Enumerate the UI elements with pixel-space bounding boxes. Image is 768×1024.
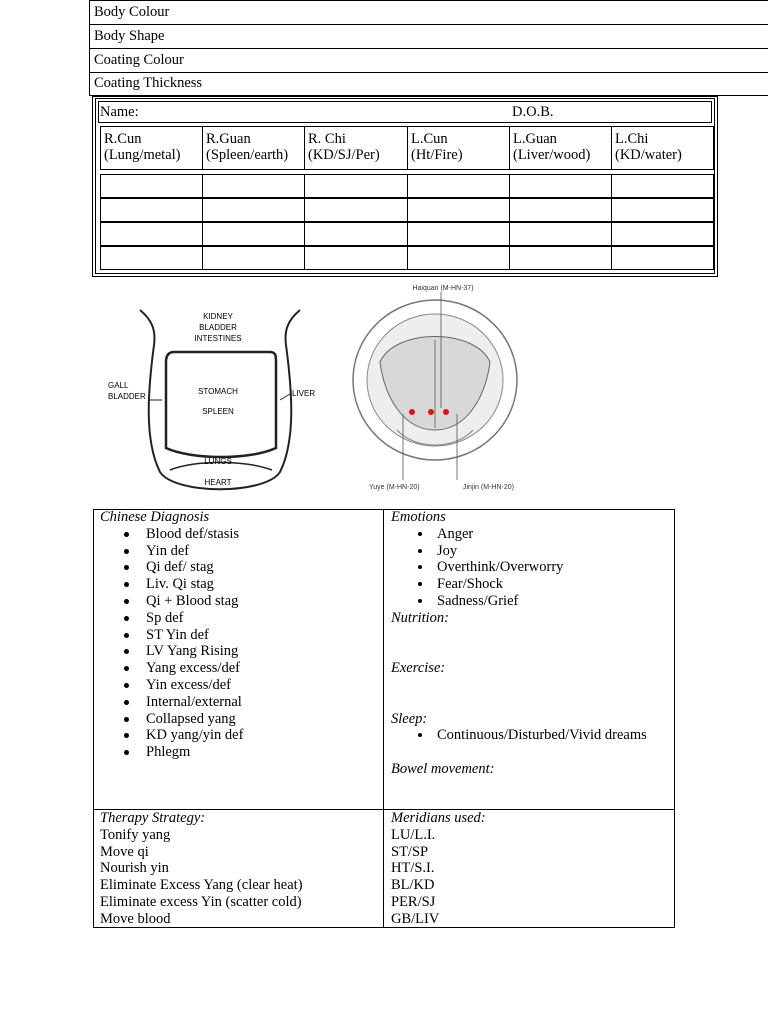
yuye-label: Yuye (M-HN-20) [369,484,420,491]
pulse-organ-label: (Liver/wood) [513,147,591,163]
pulse-entry-cell[interactable] [304,198,408,222]
pulse-entry-cell[interactable] [304,222,408,246]
meridian-item: LU/L.I. [391,826,436,843]
pulse-entry-cell[interactable] [611,198,714,222]
pulse-entry-cell[interactable] [611,174,714,198]
meridian-item: ST/SP [391,843,429,860]
pulse-entry-cell[interactable] [611,222,714,246]
meridian-item: PER/SJ [391,893,436,910]
pulse-pos-label: L.Guan [513,131,557,147]
bowel-movement-label: Bowel movement: [391,760,495,777]
therapy-item: Eliminate excess Yin (scatter cold) [100,893,302,910]
acupoint-yuye [409,409,415,415]
pulse-entry-cell[interactable] [100,198,203,222]
pulse-entry-cell[interactable] [509,246,612,270]
gall-label: GALL [108,381,129,390]
coating-thickness-field[interactable] [89,72,768,96]
pulse-head-rchi [304,126,408,170]
kidney-label: KIDNEY [203,312,233,321]
pulse-entry-cell[interactable] [202,222,305,246]
therapy-item: Tonify yang [100,826,171,843]
bladder-label: BLADDER [199,323,237,332]
pulse-head-lcun [407,126,510,170]
pulse-entry-cell[interactable] [611,246,714,270]
haiquan-label: Haiquan (M-HN-37) [412,285,474,292]
pulse-entry-cell[interactable] [509,174,612,198]
diagnosis-item: Qi def/ stag [100,559,380,576]
pulse-organ-label: (KD/water) [615,147,682,163]
pulse-organ-label: (Lung/metal) [104,147,181,163]
pulse-entry-cell[interactable] [509,222,612,246]
dob-label: D.O.B. [512,104,554,120]
therapy-strategy-title: Therapy Strategy: [100,810,206,826]
pulse-entry-cell[interactable] [304,246,408,270]
diagnosis-item: Qi + Blood stag [100,593,380,610]
intestines-label: INTESTINES [194,334,242,343]
spleen-label: SPLEEN [202,407,234,416]
pulse-head-rguan [202,126,305,170]
tongue-zone-border [166,352,276,457]
gall-bladder-label: BLADDER [108,392,146,401]
pulse-pos-label: R.Cun [104,131,142,147]
jinjin-label: Jinjin (M-HN-20) [463,484,514,491]
diagnosis-item: KD yang/yin def [100,727,380,744]
meridian-item: BL/KD [391,877,435,894]
acupoint-jinjin [443,409,449,415]
name-row [98,101,712,123]
emotion-item: Fear/Shock [391,576,673,593]
diagnosis-item: ST Yin def [100,627,380,644]
emotion-item: Joy [391,543,673,560]
exercise-label: Exercise: [391,660,446,677]
sleep-item: Continuous/Disturbed/Vivid dreams [391,727,673,744]
pulse-organ-label: (Spleen/earth) [206,147,289,163]
therapy-strategy-cell [100,810,380,928]
pulse-pos-label: R. Chi [308,131,346,147]
liver-label: LIVER [292,389,316,398]
diagnosis-item: Phlegm [100,744,380,761]
diagnosis-item: Liv. Qi stag [100,576,380,593]
name-label: Name: [100,104,139,120]
pulse-entry-cell[interactable] [407,198,510,222]
pulse-entry-cell[interactable] [100,222,203,246]
chinese-diagnosis-cell [100,509,380,761]
heart-label: HEART [204,478,232,487]
pulse-head-rcun [100,126,203,170]
liver-pointer [280,394,290,400]
emotion-item: Anger [391,526,673,543]
pulse-head-lguan [509,126,612,170]
therapy-item: Move blood [100,910,171,927]
pulse-entry-cell[interactable] [202,174,305,198]
diagnosis-column-divider [383,509,384,928]
pulse-pos-label: L.Cun [411,131,448,147]
diagnosis-item: LV Yang Rising [100,643,380,660]
meridian-item: HT/S.I. [391,860,435,877]
pulse-pos-label: L.Chi [615,131,649,147]
nutrition-label: Nutrition: [391,609,450,626]
pulse-entry-cell[interactable] [407,174,510,198]
acupoint-haiquan [428,409,434,415]
diagnosis-item: Yin def [100,543,380,560]
pulse-entry-cell[interactable] [407,222,510,246]
coating-colour-field[interactable] [89,49,768,73]
pulse-organ-label: (Ht/Fire) [411,147,463,163]
chinese-diagnosis-title: Chinese Diagnosis [100,509,210,525]
emotion-item: Overthink/Overworry [391,559,673,576]
pulse-head-lchi [611,126,714,170]
tongue-map-diagram [100,300,330,500]
pulse-entry-cell[interactable] [100,246,203,270]
diagnosis-item: Collapsed yang [100,711,380,728]
pulse-entry-cell[interactable] [202,246,305,270]
pulse-organ-label: (KD/SJ/Per) [308,147,380,163]
body-shape-field[interactable] [89,25,768,49]
pulse-pos-label: R.Guan [206,131,251,147]
therapy-item: Eliminate Excess Yang (clear heat) [100,877,303,894]
pulse-entry-cell[interactable] [100,174,203,198]
diagnosis-item: Yang excess/def [100,660,380,677]
lungs-label: LUNGS [204,457,232,466]
therapy-item: Move qi [100,843,149,860]
pulse-entry-cell[interactable] [407,246,510,270]
lifestyle-cell [391,509,673,778]
body-shape-label: Body Shape [94,28,165,44]
pulse-entry-cell[interactable] [202,198,305,222]
body-colour-field[interactable] [89,1,768,25]
meridian-item: GB/LIV [391,910,440,927]
coating-colour-label: Coating Colour [94,52,184,68]
sleep-label: Sleep: [391,710,428,727]
emotions-title: Emotions [391,509,446,525]
meridians-cell [391,810,673,928]
pulse-entry-cell[interactable] [304,174,408,198]
diagnosis-item: Internal/external [100,694,380,711]
pulse-entry-cell[interactable] [509,198,612,222]
diagnosis-item: Yin excess/def [100,677,380,694]
emotion-item: Sadness/Grief [391,593,673,610]
coating-thickness-label: Coating Thickness [94,75,203,91]
meridians-title: Meridians used: [391,810,486,826]
diagnosis-item: Sp def [100,610,380,627]
therapy-item: Nourish yin [100,860,169,877]
mouth-acupoint-diagram [335,280,530,495]
diagnosis-item: Blood def/stasis [100,526,380,543]
body-colour-label: Body Colour [94,4,170,20]
stomach-label: STOMACH [198,387,238,396]
